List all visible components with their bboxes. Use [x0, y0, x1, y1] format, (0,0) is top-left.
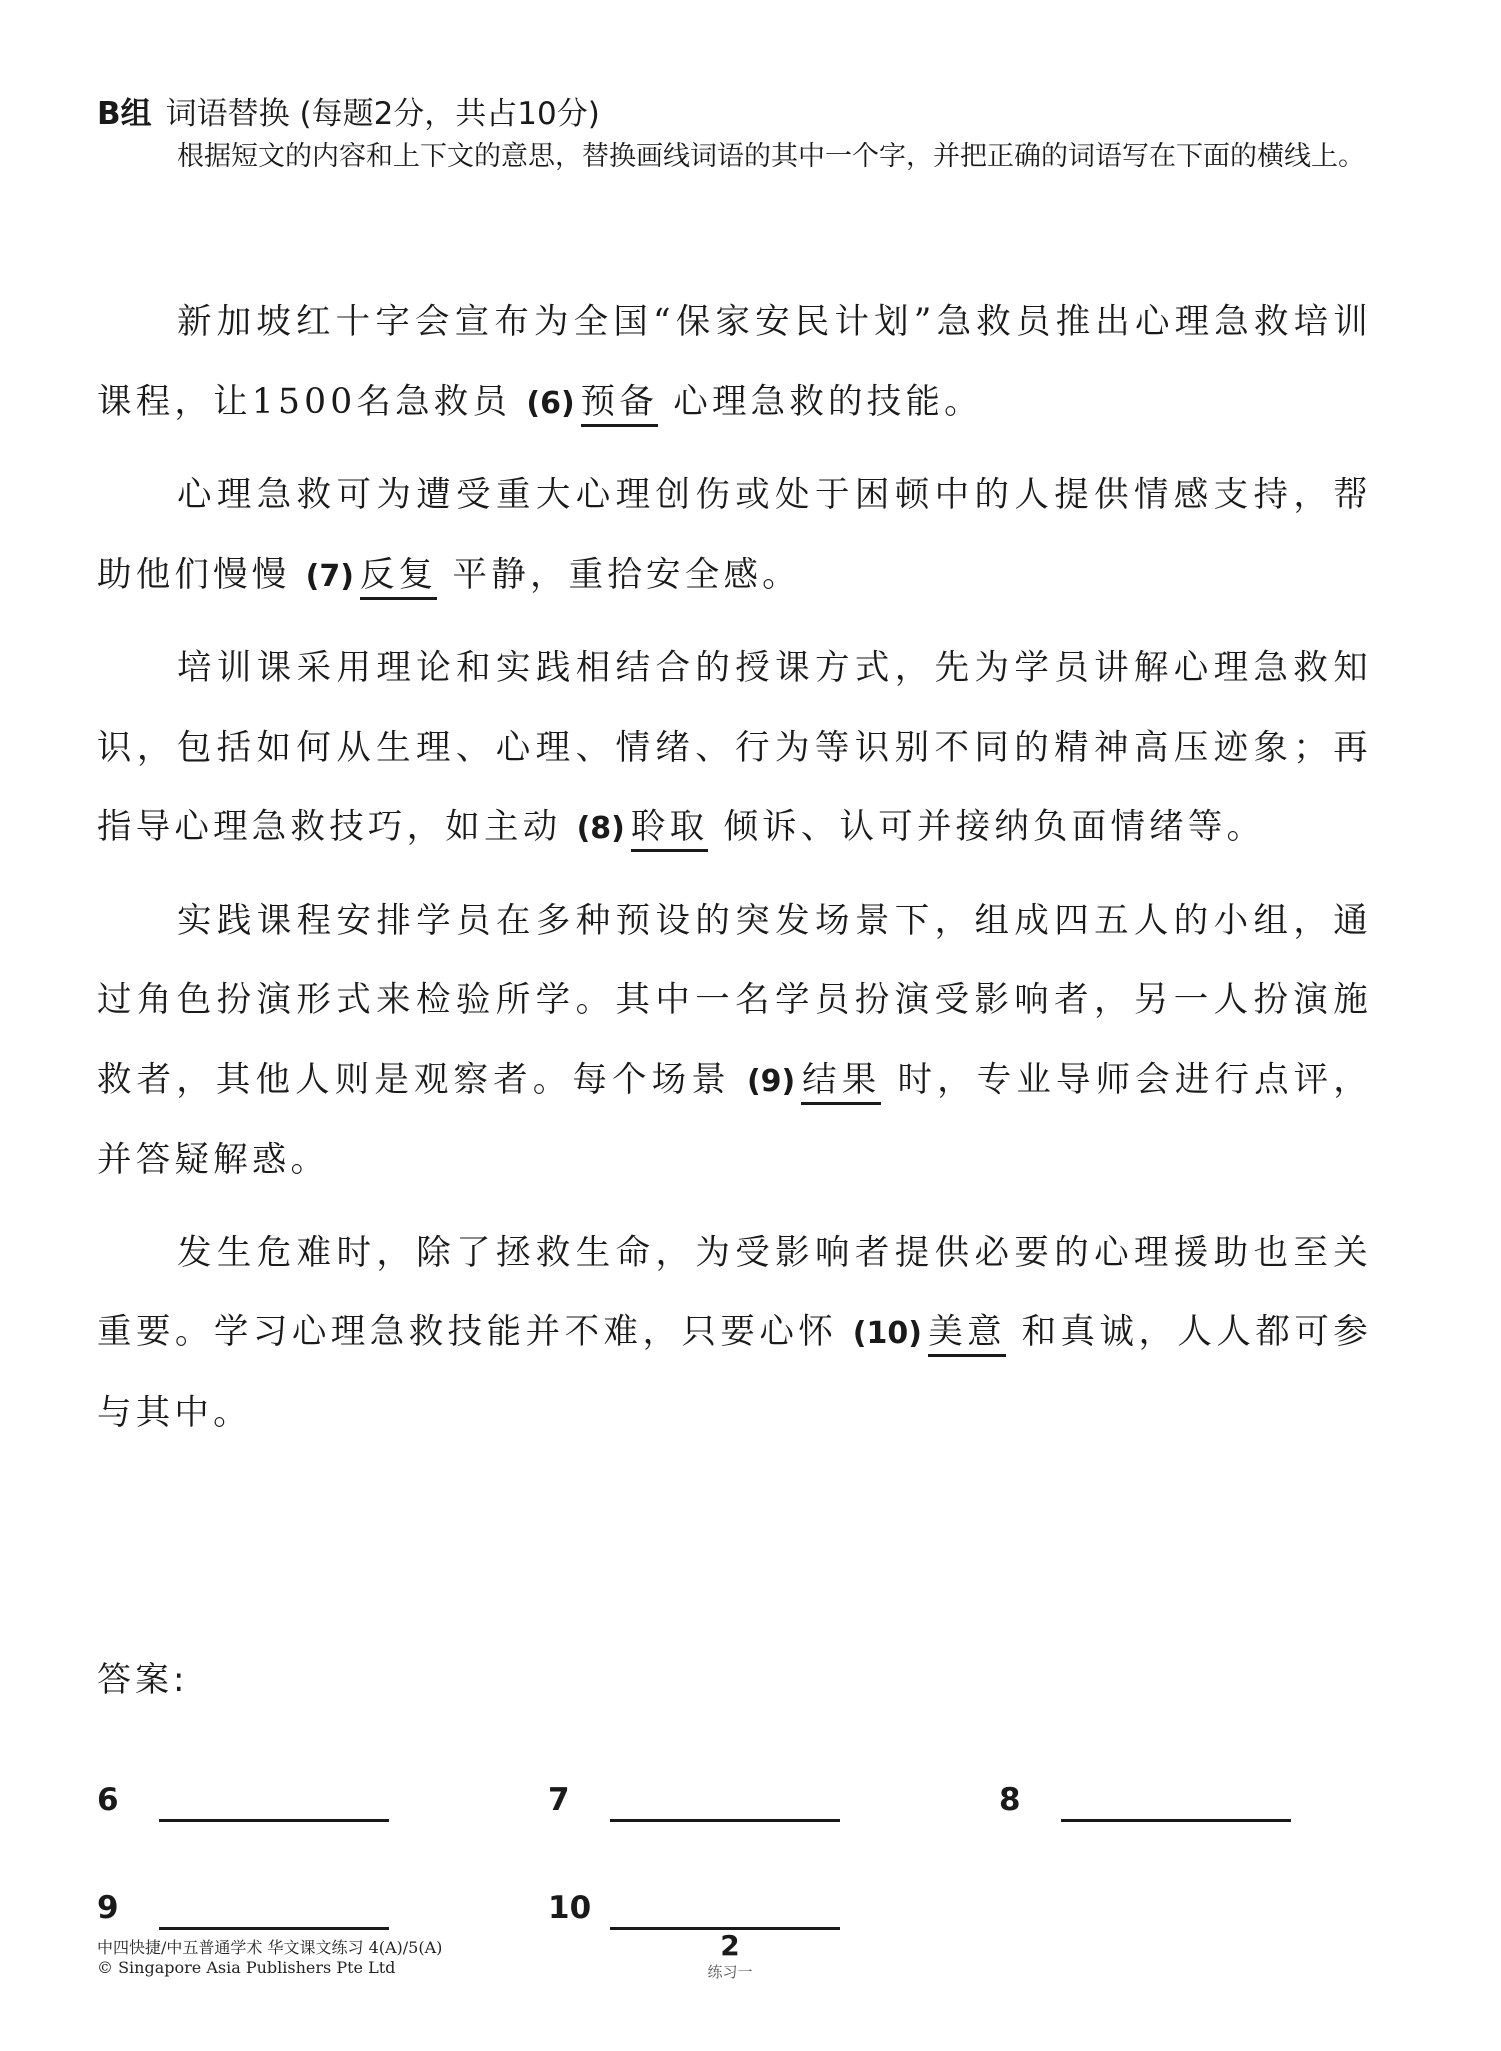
question-number: (8) [576, 811, 625, 846]
answer-blank[interactable] [1061, 1819, 1291, 1822]
paragraph-1 [97, 283, 1372, 443]
text: 时，专业导师会进行点评，并答疑解惑。 [97, 1059, 1373, 1180]
answer-number: 8 [999, 1782, 1021, 1818]
underlined-word: 聆取 [631, 807, 708, 852]
paragraph-2 [97, 456, 1372, 616]
underlined-word: 美意 [928, 1312, 1006, 1357]
text: 倾诉、认可并接纳负面情绪等。 [723, 807, 1266, 847]
underlined-word: 预备 [581, 382, 658, 427]
book-title: 中四快捷/中五普通学术 华文课文练习 4(A)/5(A) [97, 1938, 443, 1957]
footer-book-info [97, 1938, 442, 1978]
text: 实践课程安排学员在多种预设的突发场景下，组成四五人的小组，通过角色扮演形式来检验所学。其中一名学员扮演受影响者，另一人扮演施救者，其他人则是观察者。每个场景 [97, 900, 1372, 1100]
passage [97, 283, 1372, 1466]
question-number: (6) [526, 385, 575, 421]
question-number: (7) [305, 558, 354, 594]
underlined-word: 结果 [801, 1060, 881, 1105]
text: 心理急救可为遭受重大心理创伤或处于困顿中的人提供情感支持，帮助他们慢慢 [97, 475, 1372, 595]
text: 发生危难时，除了拯救生命，为受影响者提供必要的心理援助也至关重要。学习心理急救技能并不难，只要心怀 [97, 1232, 1372, 1352]
group-label: B组 [97, 96, 152, 132]
text: 培训课采用理论和实践相结合的授课方式，先为学员讲解心理急救知识，包括如何从生理、心理、情绪、行为等识别不同的精神高压迹象；再指导心理急救技巧，如主动 [97, 648, 1372, 847]
exercise-label: 练习一 [707, 1963, 753, 1981]
paragraph-5 [97, 1214, 1372, 1454]
title-text: 词语替换 (每题2分，共占10分) [165, 96, 600, 132]
instruction-text: 根据短文的内容和上下文的意思，替换画线词语的其中一个字，并把正确的词语写在下面的横线上。 [177, 141, 1365, 172]
question-number: (10) [852, 1316, 922, 1351]
answer-number: 6 [97, 1782, 119, 1818]
underlined-word: 反复 [360, 555, 437, 600]
question-number: (9) [746, 1063, 796, 1099]
answer-blank[interactable] [159, 1819, 389, 1822]
copyright: © Singapore Asia Publishers Pte Ltd [97, 1958, 396, 1977]
text: 平静，重拾安全感。 [452, 554, 801, 595]
section-title [97, 92, 1397, 136]
footer-page [705, 1930, 755, 1982]
paragraph-4 [97, 882, 1372, 1201]
answer-blank[interactable] [610, 1819, 840, 1822]
answer-blank[interactable] [159, 1927, 389, 1930]
text: 和真诚，人人都可参与其中。 [97, 1312, 1372, 1433]
answer-number: 9 [97, 1890, 119, 1926]
paragraph-3 [97, 629, 1372, 869]
answer-number: 7 [548, 1782, 570, 1818]
page-number: 2 [720, 1929, 740, 1962]
text: 新加坡红十字会宣布为全国“保家安民计划”急救员推出心理急救培训课程，让1500名急救员 [97, 302, 1372, 422]
answers-label: 答案: [97, 1660, 189, 1700]
text: 心理急救的技能。 [673, 381, 983, 422]
answer-number: 10 [548, 1890, 592, 1926]
section-header [97, 92, 1397, 178]
